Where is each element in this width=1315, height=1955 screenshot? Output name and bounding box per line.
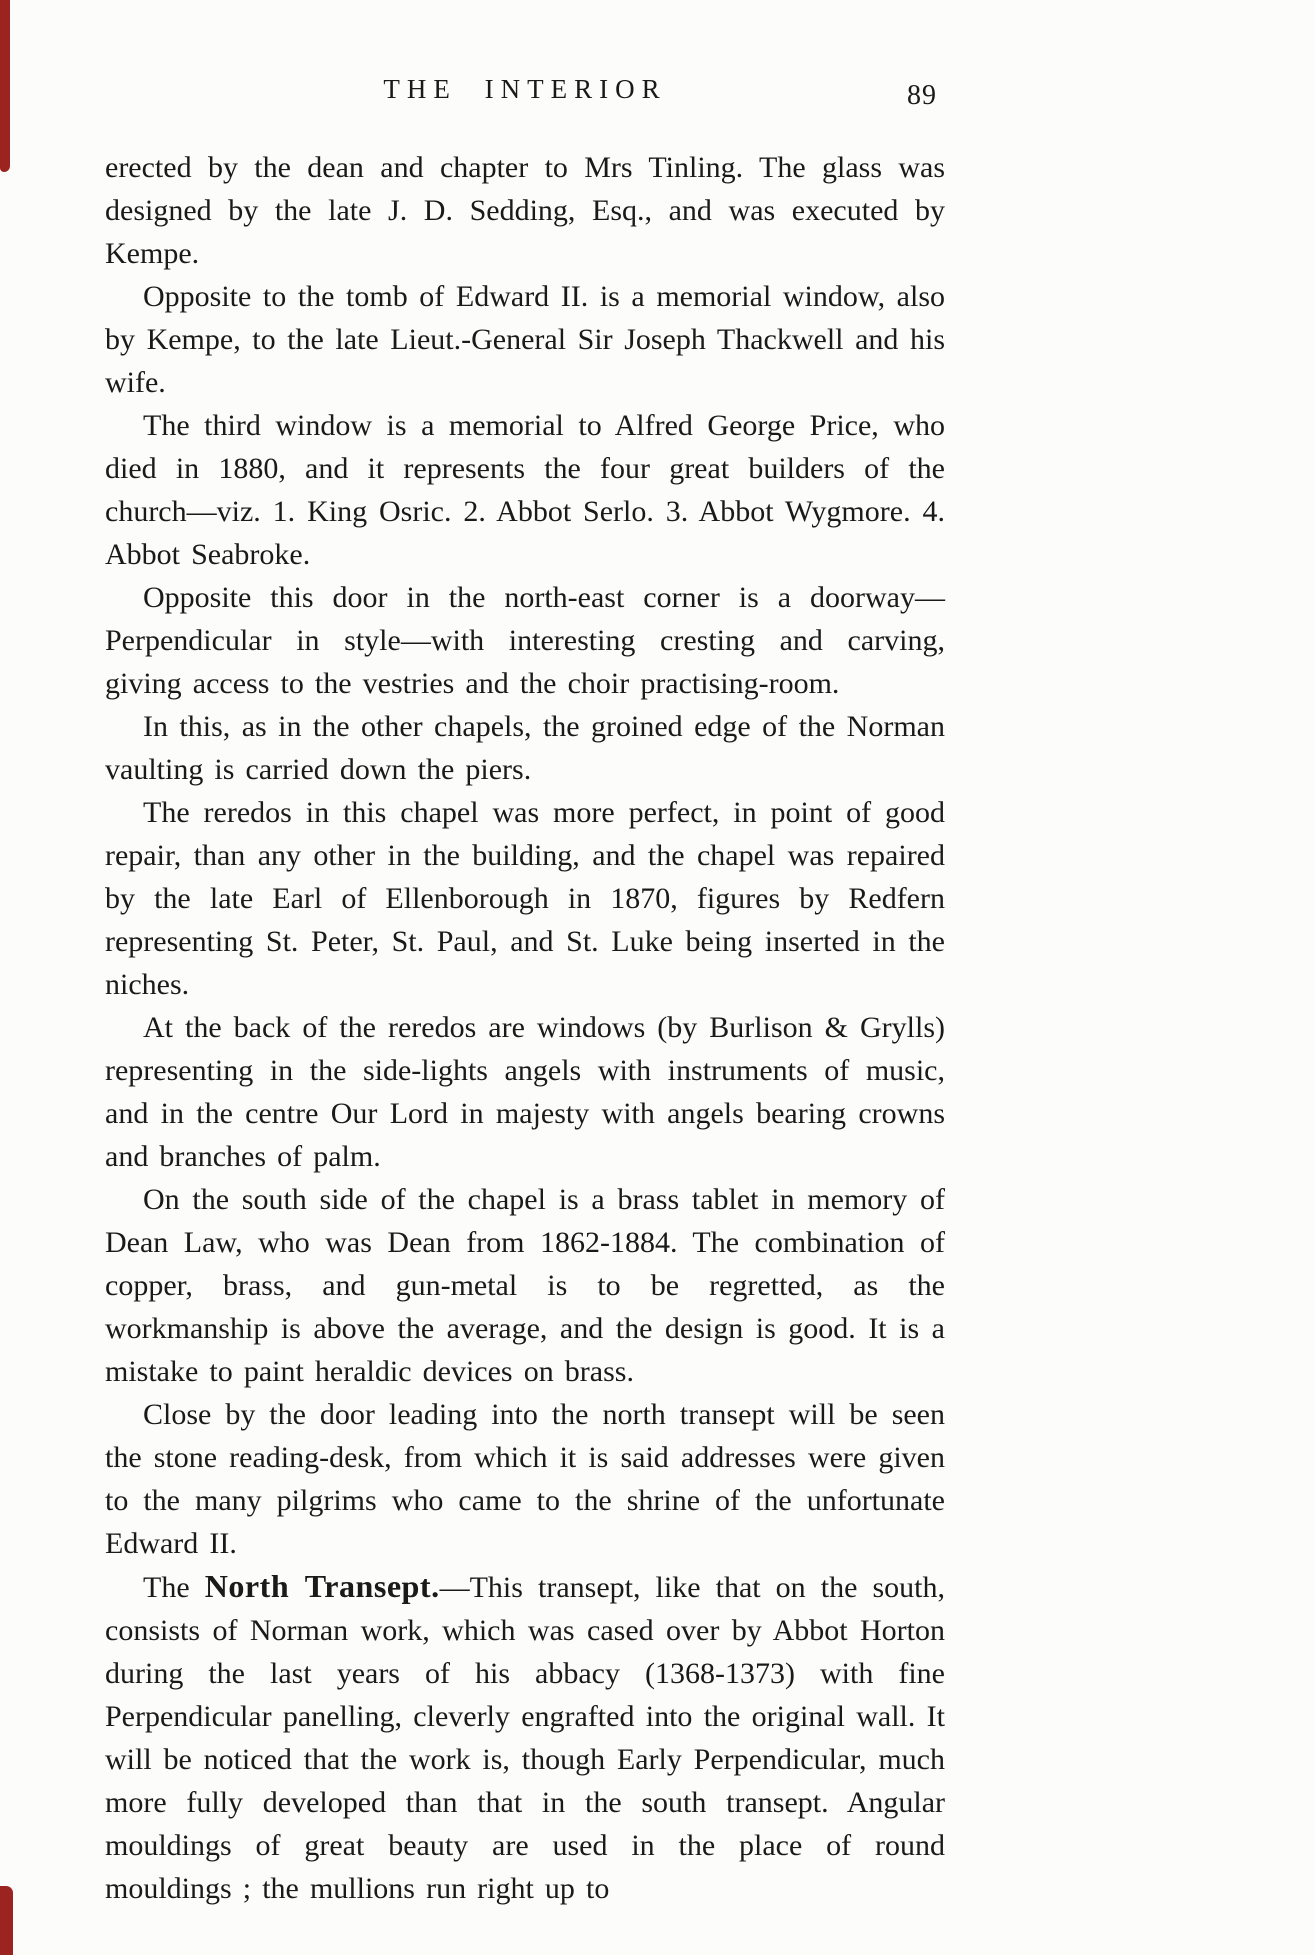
scan-artifact-top-left — [0, 0, 10, 172]
paragraph — [105, 275, 945, 404]
text-run: The — [143, 1571, 205, 1604]
paragraph — [105, 791, 945, 1006]
paragraph — [105, 404, 945, 576]
paragraph — [105, 1006, 945, 1178]
text-run: The reredos in this chapel was more perfect, in point of good repair, than any other in the building, and the chapel was repaired by the late Earl of Ellenborough in 1870, figures by Redfern representing St. Peter, St. Paul, and St. Luke being inserted in the niches. — [105, 796, 945, 1001]
text-run: Close by the door leading into the north transept will be seen the stone reading-desk, from which it is said addresses were given to the many pilgrims who came to the shrine of the unfortunate Edward II. — [105, 1398, 945, 1560]
paragraph — [105, 1565, 945, 1910]
paragraph — [105, 1393, 945, 1565]
text-run: The third window is a memorial to Alfred George Price, who died in 1880, and it represents the four great builders of the church—viz. 1. King Osric. 2. Abbot Serlo. 3. Abbot Wygmore. 4. Abbot Seabroke. — [105, 409, 945, 571]
text-run: Opposite this door in the north-east corner is a doorway—Perpendicular in style—with interesting cresting and carving, giving access to the vestries and the choir practising-room. — [105, 581, 945, 700]
scan-artifact-bottom-left — [0, 1886, 13, 1955]
text-run: Opposite to the tomb of Edward II. is a memorial window, also by Kempe, to the late Lieut.-General Sir Joseph Thackwell and his wife. — [105, 280, 945, 399]
running-title: THE INTERIOR — [383, 74, 667, 104]
paragraph — [105, 705, 945, 791]
text-run: At the back of the reredos are windows (by Burlison & Grylls) representing in the side-lights angels with instruments of music, and in the centre Our Lord in majesty with angels bearing crowns and branches of palm. — [105, 1011, 945, 1173]
paragraph — [105, 146, 945, 275]
text-run: —This transept, like that on the south, consists of Norman work, which was cased over by Abbot Horton during the last years of his abbacy (1368-1373) with fine Perpendicular panelling, cleverly engrafted into the original wall. It will be noticed that the work is, though Early Perpendicular, much more fully developed than that in the south transept. Angular mouldings of great beauty are used in the place of round mouldings ; the mullions run right up to — [105, 1571, 945, 1905]
text-run: On the south side of the chapel is a brass tablet in memory of Dean Law, who was Dean from 1862-1884. The combination of copper, brass, and gun-metal is to be regretted, as the workmanship is above the average, and the design is good. It is a mistake to paint heraldic devices on brass. — [105, 1183, 945, 1388]
text-run: In this, as in the other chapels, the groined edge of the Norman vaulting is carried down the piers. — [105, 710, 945, 786]
paragraph — [105, 576, 945, 705]
paragraph — [105, 1178, 945, 1393]
page-number: 89 — [907, 80, 937, 111]
running-head — [105, 74, 945, 110]
bold-run: North Transept. — [204, 1568, 440, 1604]
body-text — [105, 146, 945, 1910]
text-run: erected by the dean and chapter to Mrs Tinling. The glass was designed by the late J. D. Sedding, Esq., and was executed by Kempe. — [105, 151, 945, 270]
